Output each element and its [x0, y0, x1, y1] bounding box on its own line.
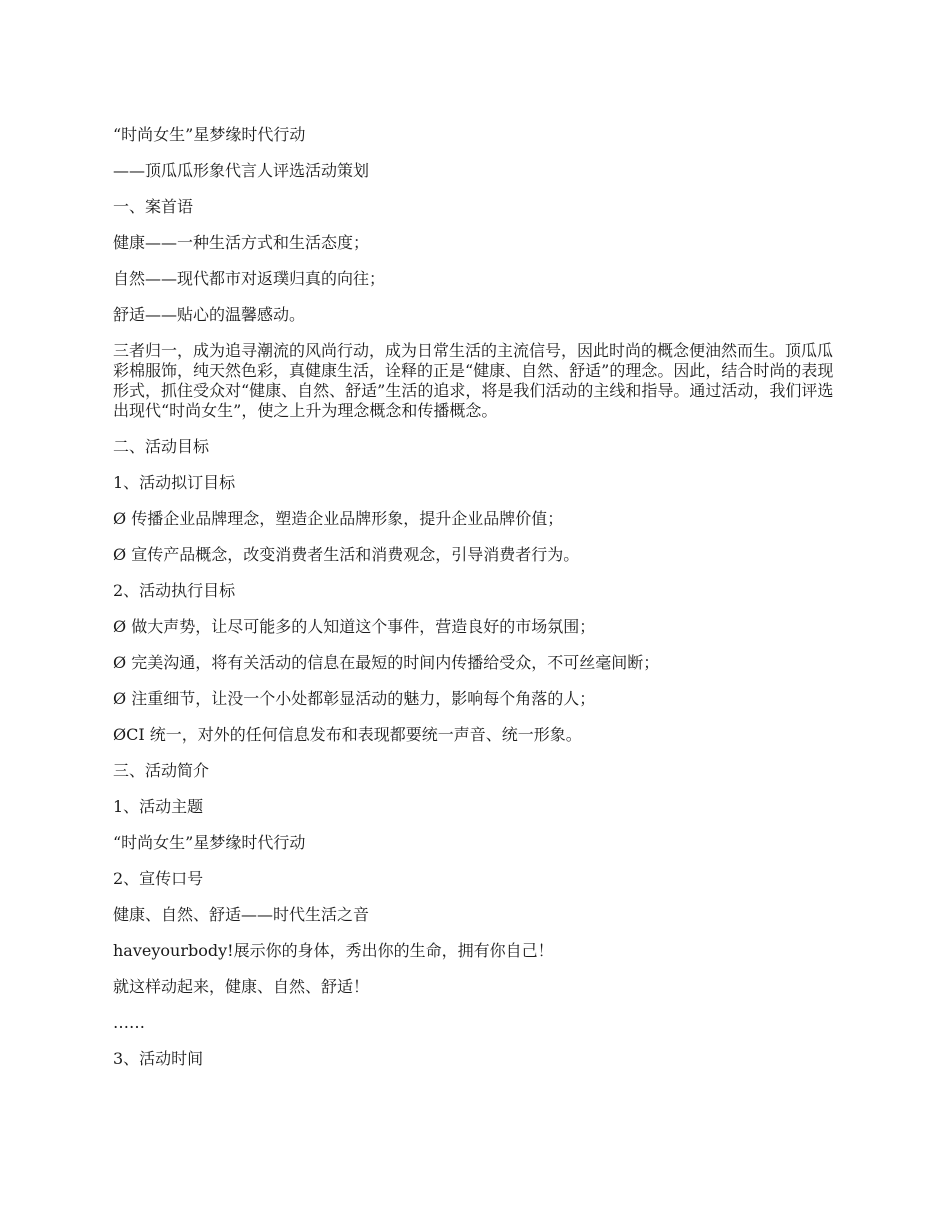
subsection-heading: 1、活动拟订目标	[113, 473, 236, 492]
subsection-heading: 1、活动主题	[113, 797, 204, 816]
paragraph: ……	[113, 1013, 145, 1032]
paragraph: 舒适——贴心的温馨感动。	[113, 305, 306, 324]
list-item: Ø 注重细节，让没一个小处都彰显活动的魅力，影响每个角落的人；	[113, 689, 596, 708]
subsection-heading: 3、活动时间	[113, 1049, 204, 1068]
list-item: Ø 完美沟通，将有关活动的信息在最短的时间内传播给受众，不可丝毫间断；	[113, 653, 660, 672]
paragraph: 健康——一种生活方式和生活态度；	[113, 233, 370, 252]
paragraph: 三者归一，成为追寻潮流的风尚行动，成为日常生活的主流信号，因此时尚的概念便油然而生。顶瓜瓜彩棉服饰，纯天然色彩，真健康生活，诠释的正是“健康、自然、舒适”的理念。因此，结合时尚的表现形式，抓住受众对“健康、自然、舒适”生活的追求，将是我们活动的主线和指导。通过活动，我们评选出现代“时尚女生”，使之上升为理念概念和传播概念。	[113, 341, 834, 420]
list-item: Ø 做大声势，让尽可能多的人知道这个事件，营造良好的市场氛围；	[113, 617, 596, 636]
paragraph: 就这样动起来，健康、自然、舒适！	[113, 977, 370, 996]
list-item: Ø 宣传产品概念，改变消费者生活和消费观念，引导消费者行为。	[113, 545, 580, 564]
doc-subtitle: ——顶瓜瓜形象代言人评选活动策划	[113, 161, 370, 180]
paragraph: 健康、自然、舒适——时代生活之音	[113, 905, 370, 924]
doc-title: “时尚女生”星梦缘时代行动	[113, 125, 306, 144]
subsection-heading: 2、活动执行目标	[113, 581, 236, 600]
subsection-heading: 2、宣传口号	[113, 869, 204, 888]
paragraph: “时尚女生”星梦缘时代行动	[113, 833, 306, 852]
paragraph: 自然——现代都市对返璞归真的向往；	[113, 269, 386, 288]
section-heading: 三、活动简介	[113, 761, 210, 780]
list-item: ØCI 统一，对外的任何信息发布和表现都要统一声音、统一形象。	[113, 725, 582, 744]
section-heading: 二、活动目标	[113, 437, 210, 456]
paragraph: haveyourbody!展示你的身体，秀出你的生命，拥有你自己！	[113, 941, 554, 960]
section-heading: 一、案首语	[113, 197, 194, 216]
list-item: Ø 传播企业品牌理念，塑造企业品牌形象，提升企业品牌价值；	[113, 509, 564, 528]
document-page	[113, 125, 841, 1085]
